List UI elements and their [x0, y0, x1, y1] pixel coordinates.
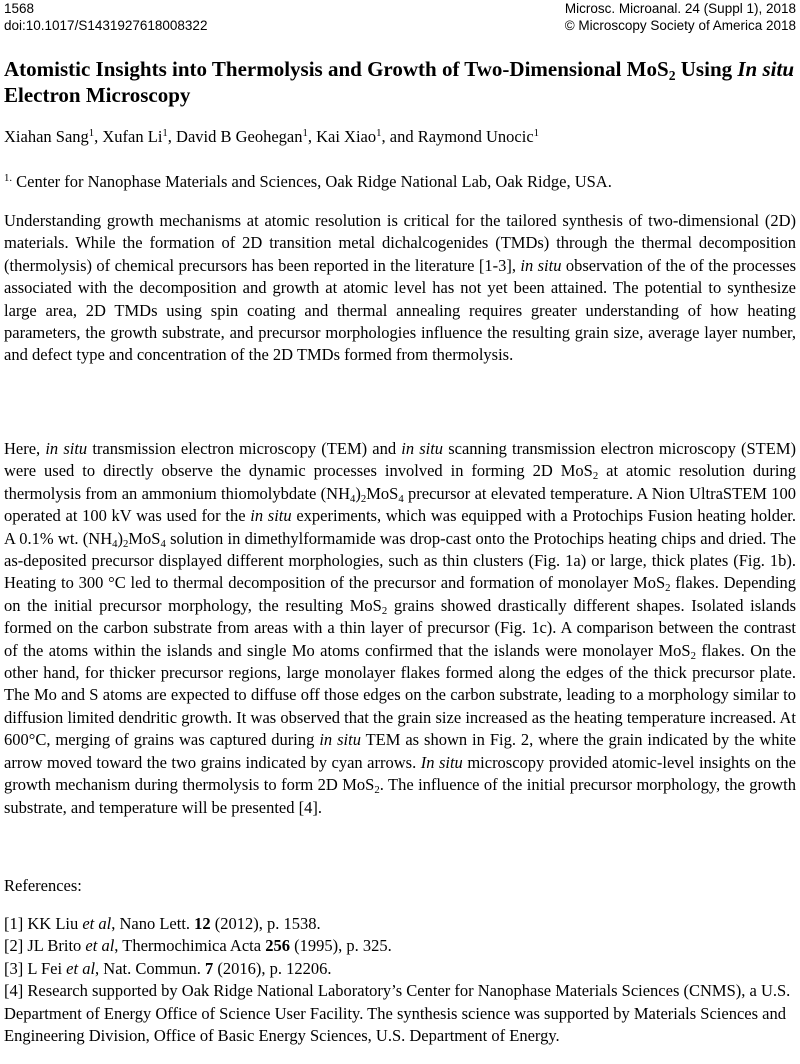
references-heading: References: [4, 876, 82, 895]
reference-list [4, 913, 796, 1047]
reference-item: [1] KK Liu et al, Nano Lett. 12 (2012), p. 1538. [4, 914, 321, 933]
author: Xufan Li$^1$, [102, 127, 177, 146]
reference-item-acknowledgment: [4] Research supported by Oak Ridge National Laboratory’s Center for Nanophase Materials Sciences (CNMS), a U.S. Department of Energy Office of Science User Facility. The synthesis science was supported by Materials Sciences and Engineering Division, Office of Basic Energy Sciences, U.S. Department of Energy. [4, 981, 791, 1046]
affiliation [4, 172, 612, 192]
doi: doi:10.1017/S1431927618008322 [4, 18, 208, 33]
journal-citation: Microsc. Microanal. 24 (Suppl 1), 2018 [564, 1, 796, 16]
affiliation-text: Center for Nanophase Materials and Sciences, Oak Ridge National Lab, Oak Ridge, USA. [12, 172, 612, 191]
title-subscript: 2 [668, 68, 676, 84]
author: David B Geohegan$^1$, [176, 127, 317, 146]
title-text: Electron Microscopy [4, 83, 191, 107]
author: Xiahan Sang$^1$, [4, 127, 103, 146]
page-header-left [4, 0, 207, 34]
copyright-notice: © Microscopy Society of America 2018 [564, 18, 796, 33]
body-paragraph-methods: Here, in situ transmission electron microscopy (TEM) and in situ scanning transmission electron microscopy (STEM) were used to directly observe the dynamic processes involved in forming 2D MoS$_2$ at atomic resolution during thermolysis from an ammonium thiomolybdate $(NH_4)_2MoS_4$ precursor at elevated temperature. A Nion UltraSTEM 100 operated at 100 kV was used for the in situ experiments, which was equipped with a Protochips Fusion heating holder. A 0.1% wt. $(NH_4)_2MoS_4$ solution in dimethylformamide was drop-cast onto the Protochips heating chips and dried. The as-deposited precursor displayed different morphologies, such as thin clusters (Fig. 1a) or large, thick plates (Fig. 1b). Heating to 300 °C led to thermal decomposition of the precursor and formation of monolayer MoS$_2$ flakes. Depending on the initial precursor morphology, the resulting MoS$_2$ grains showed drastically different shapes. Isolated islands formed on the carbon substrate from areas with a thin layer of precursor (Fig. 1c). A comparison between the contrast of the atoms within the islands and single Mo atoms confirmed that the islands were monolayer MoS$_2$ flakes. On the other hand, for thicker precursor regions, large monolayer flakes formed along the edges of the thick precursor plate. The Mo and S atoms are expected to diffuse off those edges on the carbon substrate, leading to a morphology similar to diffusion limited dendritic growth. It was observed that the grain size increased as the heating temperature increased. At 600°C, merging of grains was captured during in situ TEM as shown in Fig. 2, where the grain indicated by the white arrow moved toward the two grains indicated by cyan arrows. In situ microscopy provided atomic-level insights on the growth mechanism during thermolysis to form 2D MoS$_2$. The influence of the initial precursor morphology, the growth substrate, and temperature will be presented [4]. [4, 439, 797, 817]
page-header-right [565, 0, 796, 34]
title-italic: In [737, 57, 758, 81]
title-italic: situ [762, 57, 795, 81]
author-list [4, 127, 539, 147]
author: Kai Xiao$^1$, and [316, 127, 418, 146]
affiliation-mark: 1. [4, 172, 13, 185]
reference-item: [3] L Fei et al, Nat. Commun. 7 (2016), p. 12206. [4, 958, 332, 978]
page-number: 1568 [4, 1, 35, 16]
title-text: Atomistic Insights into Thermolysis and Growth of Two-Dimensional MoS [4, 57, 669, 81]
author: Raymond Unocic$^1$ [417, 127, 539, 146]
reference-item: [2] JL Brito et al, Thermochimica Acta 256 (1995), p. 325. [4, 936, 392, 956]
paper-title [4, 56, 796, 108]
title-text: Using [675, 57, 738, 81]
body-paragraph-intro: Understanding growth mechanisms at atomic resolution is critical for the tailored synthesis of two-dimensional (2D) materials. While the formation of 2D transition metal dichalcogenides (TMDs) through the thermal decomposition (thermolysis) of chemical precursors has been reported in the literature [1-3], in situ observation of the of the processes associated with the decomposition and growth at atomic level has not yet been attained. The potential to synthesize large area, 2D TMDs using spin coating and thermal annealing requires greater understanding of how heating parameters, the growth substrate, and precursor morphologies influence the resulting grain size, average layer number, and defect type and concentration of the 2D TMDs formed from thermolysis. [4, 211, 796, 365]
